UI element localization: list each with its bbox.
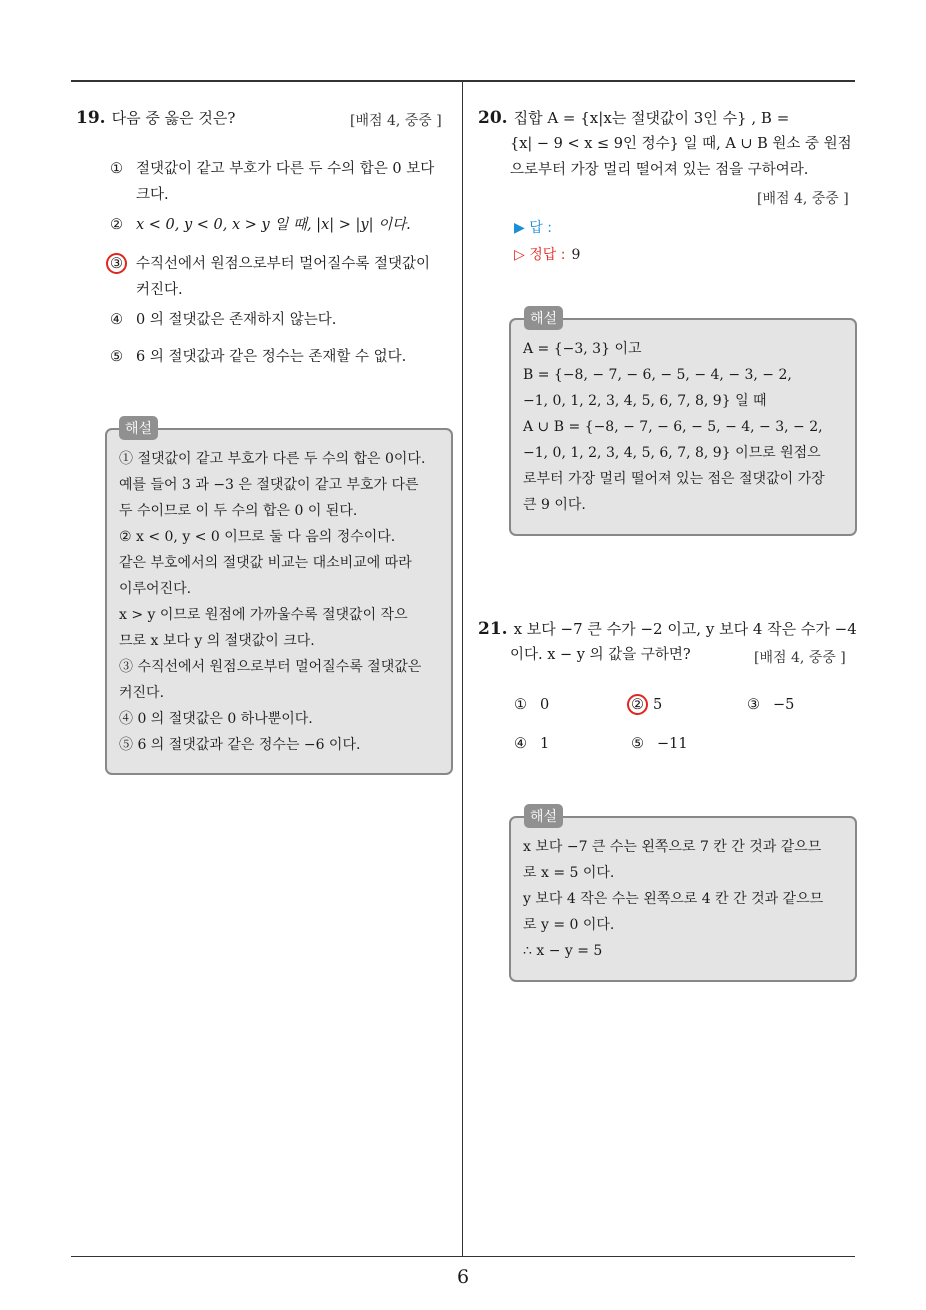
q20-solution-line: A ∪ B = {−8, − 7, − 6, − 5, − 4, − 3, − 2, (523, 419, 823, 435)
q19-solution-line: 이루어진다. (119, 581, 192, 597)
correct-answer-value: 9 (571, 247, 581, 263)
q19-solution-line: ① 절댓값이 같고 부호가 다른 두 수의 합은 0이다. (119, 451, 426, 467)
q21-meta: [배점 4, 중중 ] (754, 650, 846, 666)
q21-heading (478, 616, 857, 642)
q19-solution-line: ② x < 0, y < 0 이므로 둘 다 음의 정수이다. (119, 529, 396, 545)
q19-option-1-line2: 크다. (136, 187, 169, 203)
q21-solution-line: y 보다 4 작은 수는 왼쪽으로 4 칸 간 것과 같으므 (523, 891, 824, 907)
q19-option-3[interactable]: ③ 수직선에서 원점으로부터 멀어질수록 절댓값이 (110, 256, 430, 272)
q21-number: 21. (478, 619, 508, 639)
answer-mark-circle (106, 253, 127, 274)
q19-solution-tab: 해설 (119, 416, 158, 440)
q21-question-line: 이다. x − y 의 값을 구하면? (510, 647, 691, 663)
correct-answer-label: ▷ 정답 : (514, 247, 566, 263)
q19-meta: [배점 4, 중중 ] (350, 113, 442, 129)
q21-solution-line: ∴ x − y = 5 (523, 943, 603, 959)
q19-solution-line: ③ 수직선에서 원점으로부터 멀어질수록 절댓값은 (119, 659, 422, 675)
q21-solution-line: 로 x = 5 이다. (523, 865, 615, 881)
q19-option-3-line2: 커진다. (136, 282, 183, 298)
q21-option-5[interactable]: ⑤ −11 (631, 736, 688, 752)
correct-answer (514, 244, 580, 264)
column-divider (462, 81, 463, 1257)
q21-option-2[interactable]: ② 5 (631, 697, 663, 713)
q20-solution-line: A = {−3, 3} 이고 (523, 341, 642, 357)
q20-heading (478, 105, 789, 131)
q20-solution-line: 로부터 가장 멀리 떨어져 있는 점은 절댓값이 가장 (523, 471, 825, 487)
q19-solution-line: 커진다. (119, 685, 165, 701)
answer-mark-circle (627, 694, 648, 715)
q21-solution-box (509, 816, 857, 982)
q21-question-line: x 보다 −7 큰 수가 −2 이고, y 보다 4 작은 수가 −4 (513, 620, 857, 638)
q21-solution-tab: 해설 (524, 804, 563, 828)
q19-solution-line: x > y 이므로 원점에 가까울수록 절댓값이 작으 (119, 607, 408, 623)
q20-number: 20. (478, 108, 508, 128)
q19-heading (76, 105, 235, 131)
top-rule (71, 80, 855, 82)
q20-solution-line: 큰 9 이다. (523, 497, 586, 513)
q19-option-2[interactable]: ② x < 0, y < 0, x > y 일 때, |x| > |y| 이다. (110, 217, 411, 233)
q19-solution-line: ⑤ 6 의 절댓값과 같은 정수는 −6 이다. (119, 737, 361, 753)
q19-option-4[interactable]: ④ 0 의 절댓값은 존재하지 않는다. (110, 312, 337, 328)
answer-label: ▶ 답 : (514, 220, 552, 236)
q19-number: 19. (76, 108, 106, 128)
q19-question: 다음 중 옳은 것은? (111, 109, 236, 127)
q19-solution-line: 같은 부호에서의 절댓값 비교는 대소비교에 따라 (119, 555, 412, 571)
q19-solution-line: 두 수이므로 이 두 수의 합은 0 이 된다. (119, 503, 358, 519)
bottom-rule (71, 1256, 855, 1257)
q21-option-4[interactable]: ④ 1 (514, 736, 550, 752)
q20-solution-line: B = {−8, − 7, − 6, − 5, − 4, − 3, − 2, (523, 367, 792, 383)
q20-solution-box (509, 318, 857, 536)
q20-question-line: 으로부터 가장 멀리 떨어져 있는 점을 구하여라. (510, 162, 809, 178)
q20-solution-tab: 해설 (524, 306, 563, 330)
q20-solution-line: −1, 0, 1, 2, 3, 4, 5, 6, 7, 8, 9} 이므로 원점으 (523, 445, 821, 461)
q20-meta: [배점 4, 중중 ] (757, 191, 849, 207)
q19-option-5[interactable]: ⑤ 6 의 절댓값과 같은 정수는 존재할 수 없다. (110, 349, 407, 365)
q21-option-1[interactable]: ① 0 (514, 697, 550, 713)
q19-option-1[interactable]: ① 절댓값이 같고 부호가 다른 두 수의 합은 0 보다 (110, 161, 435, 177)
page-number: 6 (456, 1266, 470, 1288)
q20-question-line: {x| − 9 < x ≤ 9인 정수} 일 때, A ∪ B 원소 중 원점 (510, 136, 852, 152)
q19-solution-box (105, 428, 453, 775)
q19-solution-line: ④ 0 의 절댓값은 0 하나뿐이다. (119, 711, 313, 727)
q21-solution-line: x 보다 −7 큰 수는 왼쪽으로 7 칸 간 것과 같으므 (523, 839, 822, 855)
q21-option-3[interactable]: ③ −5 (747, 697, 795, 713)
q21-solution-line: 로 y = 0 이다. (523, 917, 615, 933)
q20-solution-line: −1, 0, 1, 2, 3, 4, 5, 6, 7, 8, 9} 일 때 (523, 393, 767, 409)
q20-question-line: 집합 A = {x|x는 절댓값이 3인 수} , B = (513, 109, 790, 127)
q19-solution-line: 므로 x 보다 y 의 절댓값이 크다. (119, 633, 315, 649)
q19-solution-line: 예를 들어 3 과 −3 은 절댓값이 같고 부호가 다른 (119, 477, 419, 493)
